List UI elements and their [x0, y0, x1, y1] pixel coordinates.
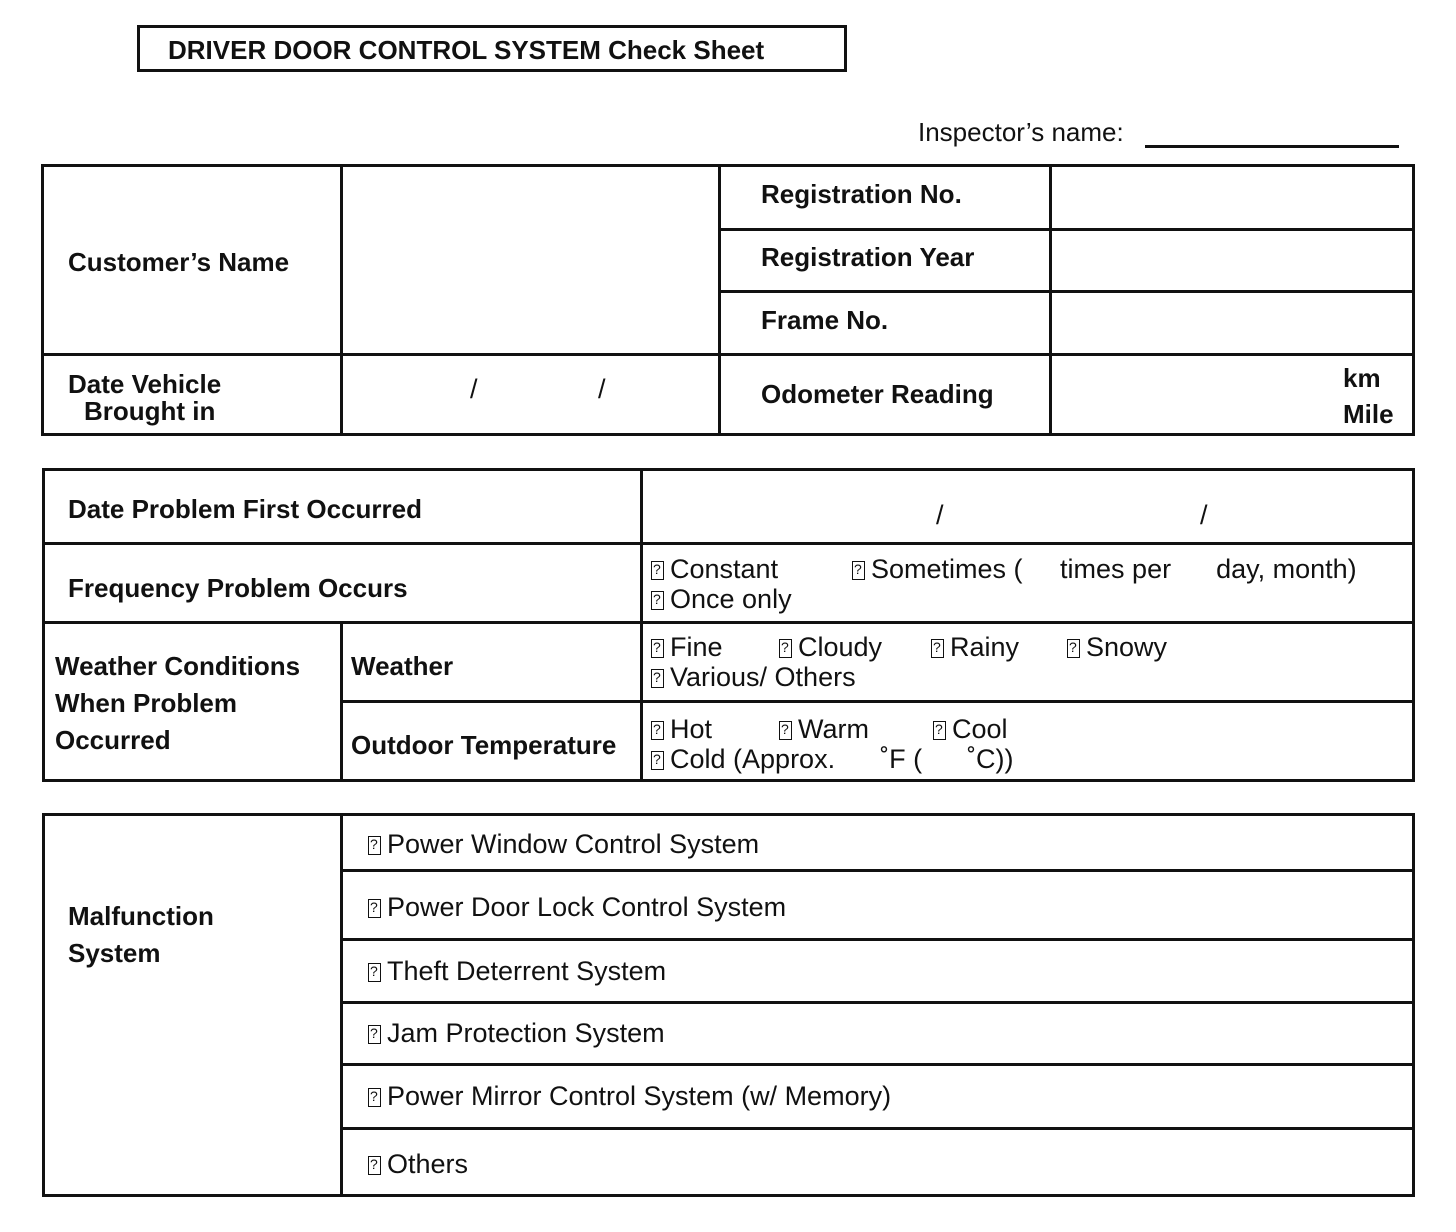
registration-year-field[interactable]: [1055, 233, 1409, 288]
frequency-option-constant[interactable]: ?Constant: [651, 554, 778, 584]
weather-option-rainy[interactable]: ? Rainy: [931, 632, 1019, 662]
malfunction-option-power-mirror[interactable]: ?Power Mirror Control System (w/ Memory): [368, 1081, 891, 1111]
frequency-option-once-only[interactable]: ?Once only: [651, 584, 792, 614]
malfunction-label-line2: System: [68, 938, 161, 968]
weather-option-snowy[interactable]: ? Snowy: [1067, 632, 1167, 662]
checkbox-icon[interactable]: [651, 591, 664, 610]
temperature-option-cool[interactable]: ? Cool: [933, 714, 1008, 744]
checkbox-icon[interactable]: [651, 721, 664, 740]
customer-name-label: Customer’s Name: [68, 247, 290, 277]
odometer-unit-km[interactable]: km: [1343, 363, 1381, 393]
weather-option-fine[interactable]: ?Fine: [651, 632, 723, 662]
date-vehicle-brought-label-line1: Date Vehicle: [68, 369, 222, 399]
registration-no-label: Registration No.: [761, 179, 962, 209]
registration-year-label: Registration Year: [761, 242, 975, 272]
checkbox-icon[interactable]: [368, 1025, 381, 1044]
checkbox-icon[interactable]: [779, 721, 792, 740]
checkbox-icon[interactable]: [933, 721, 946, 740]
frame-no-label: Frame No.: [761, 305, 889, 335]
weather-option-various[interactable]: ?Various/ Others: [651, 662, 856, 692]
malfunction-option-power-door-lock[interactable]: ?Power Door Lock Control System: [368, 892, 786, 922]
checkbox-icon[interactable]: [368, 899, 381, 918]
inspector-name-label: Inspector’s name:: [918, 117, 1124, 147]
malfunction-label-line1: Malfunction: [68, 901, 214, 931]
checkbox-icon[interactable]: [651, 669, 664, 688]
checkbox-icon[interactable]: [651, 561, 664, 580]
date-vehicle-brought-field[interactable]: [346, 358, 714, 432]
date-vehicle-brought-label-line2: Brought in: [84, 396, 216, 426]
checkbox-icon[interactable]: [779, 639, 792, 658]
odometer-reading-label: Odometer Reading: [761, 379, 994, 409]
checkbox-icon[interactable]: [651, 751, 664, 770]
weather-conditions-label-line3: Occurred: [55, 725, 171, 755]
checkbox-icon[interactable]: [931, 639, 944, 658]
date-separator: /: [936, 500, 944, 530]
odometer-unit-mile[interactable]: Mile: [1343, 399, 1394, 429]
frame-no-field[interactable]: [1055, 295, 1409, 351]
checkbox-icon[interactable]: [651, 639, 664, 658]
checkbox-icon[interactable]: [368, 1088, 381, 1107]
malfunction-option-theft-deterrent[interactable]: ?Theft Deterrent System: [368, 956, 666, 986]
temperature-option-hot[interactable]: ?Hot: [651, 714, 712, 744]
weather-conditions-label-line1: Weather Conditions: [55, 651, 301, 681]
checkbox-icon[interactable]: [368, 1156, 381, 1175]
date-problem-first-field[interactable]: [646, 474, 1410, 540]
malfunction-option-power-window[interactable]: ?Power Window Control System: [368, 829, 759, 859]
weather-option-cloudy[interactable]: ? Cloudy: [779, 632, 882, 662]
checkbox-icon[interactable]: [1067, 639, 1080, 658]
outdoor-temperature-label: Outdoor Temperature: [351, 730, 617, 760]
customer-name-field[interactable]: [346, 170, 714, 350]
registration-no-field[interactable]: [1055, 170, 1409, 226]
odometer-reading-field[interactable]: [1055, 358, 1335, 432]
page-title: DRIVER DOOR CONTROL SYSTEM Check Sheet: [168, 35, 765, 65]
checkbox-icon[interactable]: [368, 836, 381, 855]
weather-conditions-label-line2: When Problem: [55, 688, 238, 718]
frequency-label: Frequency Problem Occurs: [68, 573, 408, 603]
temperature-option-cold[interactable]: ?Cold (Approx. ˚F ( ˚C)): [651, 744, 1014, 774]
checkbox-icon[interactable]: [852, 561, 865, 580]
inspector-name-field[interactable]: [1145, 145, 1399, 148]
frequency-option-sometimes[interactable]: ? Sometimes ( times per day, month): [852, 554, 1357, 584]
weather-label: Weather: [351, 651, 454, 681]
malfunction-option-jam-protection[interactable]: ?Jam Protection System: [368, 1018, 665, 1048]
date-separator: /: [1200, 500, 1208, 530]
date-problem-first-label: Date Problem First Occurred: [68, 494, 422, 524]
checkbox-icon[interactable]: [368, 963, 381, 982]
malfunction-option-others[interactable]: ?Others: [368, 1149, 468, 1179]
temperature-option-warm[interactable]: ? Warm: [779, 714, 869, 744]
date-separator: /: [470, 374, 478, 404]
date-separator: /: [598, 374, 606, 404]
page-title-box: [137, 25, 847, 72]
